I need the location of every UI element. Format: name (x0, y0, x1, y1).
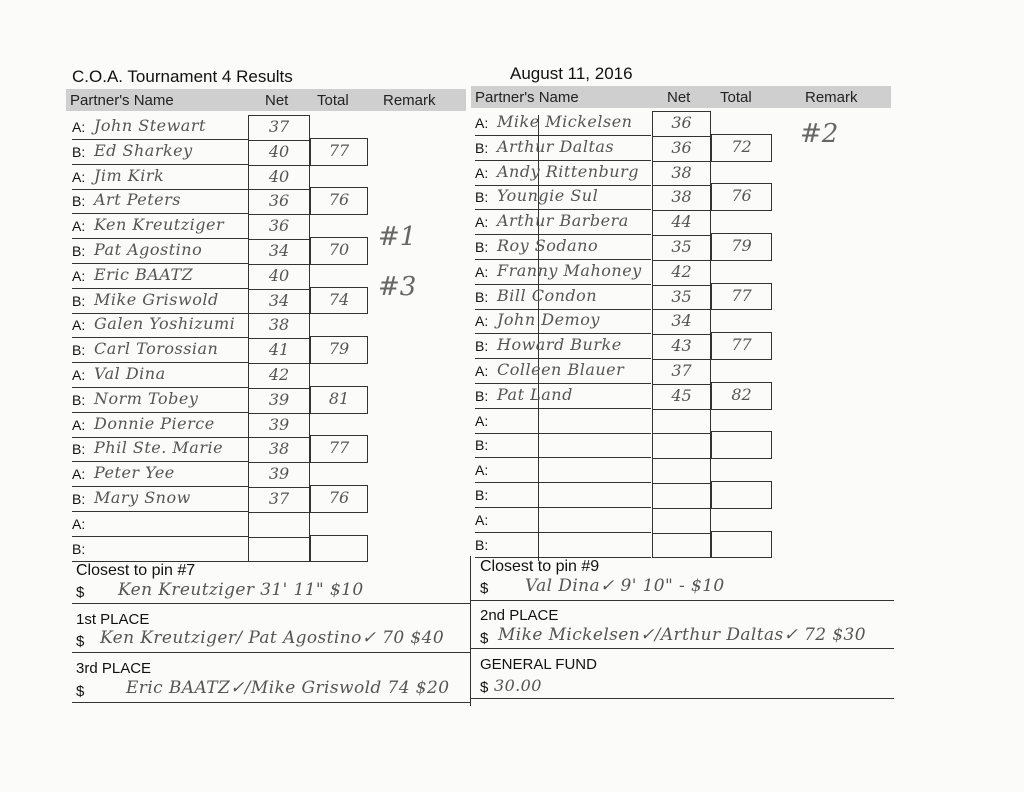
partner-name: Andy Rittenburg (497, 161, 639, 181)
slot-label: A: (72, 168, 86, 185)
second-place-value: Mike Mickelsen✓/Arthur Daltas✓ 72 $30 (498, 625, 866, 645)
net-score: 44 (671, 212, 692, 232)
net-score: 40 (268, 141, 290, 161)
player-row-b (475, 136, 651, 161)
net-box (652, 483, 711, 509)
slot-label: B: (72, 491, 86, 507)
total-score: 82 (731, 384, 752, 404)
net-score: 37 (671, 361, 692, 380)
net-score: 41 (268, 340, 290, 360)
slot-label: A: (475, 313, 489, 330)
player-row-b (475, 433, 651, 458)
net-score: 40 (268, 265, 290, 285)
partner-name: Norm Tobey (94, 388, 199, 408)
partner-name: Mike Griswold (94, 289, 219, 309)
partner-name: Phil Ste. Marie (94, 438, 224, 458)
dollar-sign: $ (480, 630, 489, 647)
net-box (652, 533, 711, 559)
header-remark: Remark (383, 92, 436, 109)
header-partner: Partner's Name (70, 92, 174, 109)
partner-name: Donnie Pierce (94, 413, 215, 433)
partner-name: Carl Torossian (94, 339, 219, 359)
net-score: 40 (268, 166, 290, 186)
net-score: 34 (671, 311, 692, 331)
net-score: 36 (671, 113, 692, 132)
player-row-b (475, 235, 651, 260)
net-score: 42 (268, 365, 290, 384)
player-row-a (72, 264, 248, 289)
partner-name: Ken Kreutziger (94, 215, 225, 235)
partner-name: Mary Snow (94, 488, 191, 507)
dollar-sign: $ (76, 683, 85, 700)
total-box (711, 481, 772, 509)
slot-label: B: (475, 387, 489, 404)
total-score: 77 (731, 335, 752, 355)
slot-label: A: (475, 462, 489, 479)
slot-label: A: (72, 317, 86, 334)
first-place-value: Ken Kreutziger/ Pat Agostino✓ 70 $40 (100, 628, 445, 648)
header-partner: Partner's Name (475, 89, 579, 106)
slot-label: A: (475, 214, 489, 231)
player-row-b (475, 384, 651, 409)
slot-label: A: (475, 363, 489, 379)
net-score: 38 (671, 162, 692, 182)
line (72, 652, 470, 653)
line (72, 603, 470, 604)
slot-label: A: (475, 263, 489, 280)
total-score: 76 (328, 488, 350, 507)
partner-name: Galen Yoshizumi (94, 314, 236, 334)
slot-label: B: (475, 239, 489, 255)
partner-name: John Demoy (497, 310, 600, 330)
player-row-b (475, 533, 651, 558)
line (470, 698, 894, 699)
slot-label: B: (72, 243, 86, 259)
partner-name: Arthur Daltas (497, 136, 615, 156)
total-box (310, 535, 368, 563)
partner-name: Val Dina (94, 364, 166, 383)
slot-label: B: (72, 292, 86, 309)
player-row-b (475, 483, 651, 508)
slot-label: A: (475, 115, 489, 131)
prize-divider (470, 556, 471, 706)
net-score: 34 (268, 241, 290, 260)
slot-label: A: (475, 412, 489, 429)
total-score: 79 (328, 339, 350, 359)
player-row-b (72, 189, 248, 214)
header-total: Total (720, 89, 752, 106)
second-place-label: 2nd PLACE (480, 607, 559, 624)
player-row-a (475, 309, 651, 334)
total-score: 72 (731, 136, 752, 156)
total-score: 79 (731, 236, 752, 255)
third-place-value: Eric BAATZ✓/Mike Griswold 74 $20 (126, 678, 450, 698)
total-score: 77 (328, 140, 350, 160)
partner-name: Youngie Sul (497, 186, 599, 206)
slot-label: A: (475, 164, 489, 181)
player-row-a (72, 363, 248, 388)
general-fund-label: GENERAL FUND (480, 656, 597, 673)
line (470, 648, 894, 649)
line (72, 702, 470, 703)
net-score: 36 (268, 191, 290, 211)
slot-label: B: (72, 540, 86, 557)
player-row-a (475, 260, 651, 285)
net-score: 45 (671, 385, 692, 405)
left-column-header (66, 89, 466, 111)
slot-label: A: (72, 218, 86, 235)
player-row-b (72, 537, 248, 562)
slot-label: A: (72, 416, 86, 433)
player-row-a (475, 210, 651, 235)
tournament-date: August 11, 2016 (510, 64, 633, 83)
slot-label: A: (72, 267, 86, 284)
player-row-a (72, 413, 248, 438)
partner-name: Pat Agostino (94, 240, 203, 259)
partner-name: John Stewart (94, 116, 206, 135)
line (470, 600, 894, 601)
tournament-title: C.O.A. Tournament 4 Results (72, 67, 293, 86)
net-score: 35 (671, 237, 692, 256)
total-score: 77 (328, 438, 350, 458)
slot-label: A: (72, 466, 86, 483)
net-box (652, 409, 711, 435)
total-score: 76 (328, 190, 350, 210)
dollar-sign: $ (76, 584, 85, 601)
total-box (711, 431, 772, 459)
place-remark: #3 (378, 271, 417, 302)
closest-pin-7-value: Ken Kreutziger 31' 11" $10 (118, 580, 364, 600)
total-score: 77 (731, 285, 752, 305)
net-score: 38 (268, 439, 290, 459)
player-row-b (475, 285, 651, 310)
player-row-a (475, 359, 651, 384)
net-score: 38 (671, 187, 692, 207)
net-score: 38 (268, 315, 290, 335)
net-score: 37 (268, 489, 290, 508)
partner-name: Ed Sharkey (94, 140, 193, 160)
player-row-b (72, 388, 248, 413)
player-row-a (72, 512, 248, 537)
player-row-a (475, 458, 651, 483)
net-score: 39 (268, 389, 290, 409)
partner-name: Peter Yee (94, 463, 175, 483)
partner-name: Jim Kirk (94, 165, 165, 185)
partner-name: Eric BAATZ (94, 264, 194, 284)
partner-name: Arthur Barbera (497, 211, 629, 231)
player-row-a (72, 462, 248, 487)
net-box (248, 537, 310, 563)
player-row-a (475, 111, 651, 136)
player-row-a (475, 161, 651, 186)
place-remark: #2 (800, 119, 839, 149)
slot-label: B: (475, 437, 489, 454)
net-score: 39 (268, 414, 290, 434)
slot-label: A: (72, 119, 86, 135)
partner-name: Pat Land (497, 384, 573, 404)
slot-label: B: (475, 487, 489, 503)
dollar-sign: $ (480, 679, 489, 696)
player-row-a (72, 313, 248, 338)
general-fund-value: 30.00 (494, 676, 542, 695)
slot-label: A: (475, 511, 489, 528)
net-score: 35 (671, 286, 692, 306)
header-total: Total (317, 92, 349, 109)
first-place-label: 1st PLACE (76, 611, 150, 628)
partner-name: Roy Sodano (497, 236, 599, 255)
third-place-label: 3rd PLACE (76, 660, 152, 677)
player-row-b (72, 487, 248, 512)
net-score: 39 (268, 464, 290, 484)
total-score: 81 (328, 388, 350, 408)
slot-label: B: (475, 536, 489, 553)
partner-name: Bill Condon (497, 285, 598, 305)
slot-label: B: (72, 441, 86, 458)
slot-label: B: (72, 143, 86, 160)
slot-label: B: (72, 342, 86, 359)
player-row-b (72, 140, 248, 165)
dollar-sign: $ (76, 633, 85, 650)
slot-label: B: (475, 139, 489, 156)
net-score: 43 (671, 336, 692, 356)
net-box (652, 508, 711, 534)
net-score: 36 (268, 216, 290, 236)
player-row-a (72, 165, 248, 190)
partner-name: Franny Mahoney (497, 260, 642, 280)
player-row-a (72, 115, 248, 140)
player-row-b (72, 437, 248, 462)
player-row-b (72, 239, 248, 264)
net-score: 36 (671, 137, 692, 157)
header-net: Net (667, 89, 691, 106)
partner-name: Mike Mickelsen (497, 112, 633, 131)
net-box (248, 512, 310, 538)
total-box (711, 531, 772, 559)
partner-name: Howard Burke (497, 335, 622, 355)
slot-label: A: (72, 515, 86, 532)
net-box (652, 458, 711, 484)
net-score: 37 (268, 117, 290, 136)
right-column-header (471, 86, 891, 108)
player-row-b (72, 338, 248, 363)
slot-label: B: (475, 288, 489, 305)
player-row-b (72, 289, 248, 314)
partner-name: Art Peters (94, 190, 181, 210)
closest-pin-9-value: Val Dina✓ 9' 10" - $10 (525, 576, 725, 596)
slot-label: B: (72, 193, 86, 210)
closest-pin-9-label: Closest to pin #9 (480, 558, 600, 575)
slot-label: A: (72, 367, 86, 383)
net-box (652, 433, 711, 459)
closest-pin-7-label: Closest to pin #7 (76, 562, 196, 579)
slot-label: B: (475, 189, 489, 206)
header-net: Net (265, 92, 289, 109)
total-score: 76 (731, 186, 752, 206)
total-score: 74 (328, 289, 350, 309)
player-row-a (475, 409, 651, 434)
dollar-sign: $ (480, 580, 489, 597)
player-row-b (475, 334, 651, 359)
player-row-b (475, 185, 651, 210)
net-score: 34 (268, 290, 290, 310)
player-row-a (72, 214, 248, 239)
net-score: 42 (671, 261, 692, 281)
player-row-a (475, 508, 651, 533)
header-remark: Remark (805, 89, 858, 106)
total-score: 70 (328, 240, 350, 259)
partner-name: Colleen Blauer (497, 360, 625, 379)
place-remark: #1 (378, 222, 417, 253)
slot-label: B: (72, 391, 86, 408)
slot-label: B: (475, 338, 489, 355)
